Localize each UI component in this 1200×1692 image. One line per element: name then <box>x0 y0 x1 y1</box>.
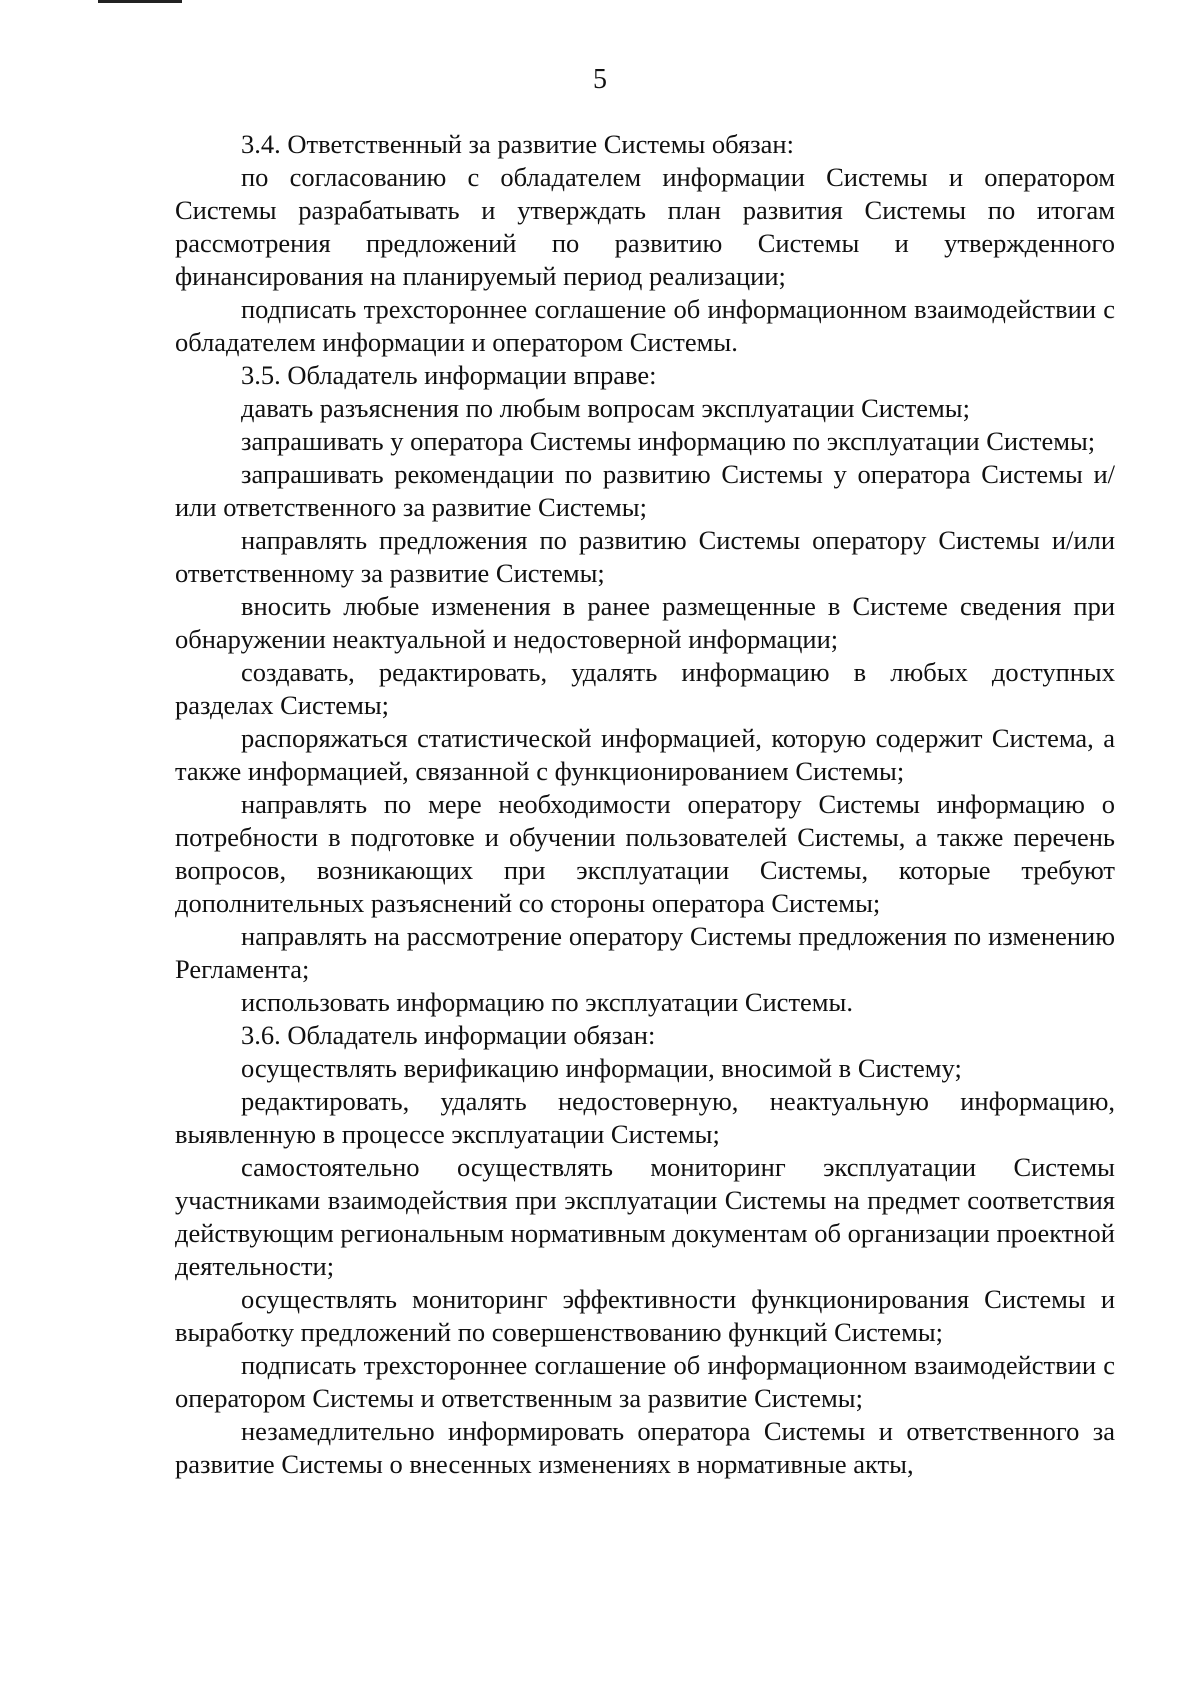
paragraph: 3.6. Обладатель информации обязан: <box>241 1020 656 1050</box>
paragraph: запрашивать рекомендации по развитию Системы у оператора Системы и/или ответственного за развитие Системы; <box>175 459 1115 522</box>
paragraph: 3.4. Ответственный за развитие Системы обязан: <box>241 129 794 159</box>
paragraph: распоряжаться статистической информацией, которую содержит Система, а также информацией, связанной с функционированием Системы; <box>175 723 1115 786</box>
paragraph: 3.5. Обладатель информации вправе: <box>241 360 657 390</box>
paragraph: подписать трехстороннее соглашение об информационном взаимодействии с обладателем информации и оператором Системы. <box>175 294 1115 357</box>
paragraph: направлять предложения по развитию Системы оператору Системы и/или ответственному за развитие Системы; <box>175 525 1115 588</box>
paragraph: направлять по мере необходимости оператору Системы информацию о потребности в подготовке и обучении пользователей Системы, а также перечень вопросов, возникающих при эксплуатации Системы, которые требуют дополнительных разъяснений со стороны оператора Системы; <box>175 789 1115 918</box>
paragraph: осуществлять мониторинг эффективности функционирования Системы и выработку предложений по совершенствованию функций Системы; <box>175 1284 1115 1347</box>
paragraph: осуществлять верификацию информации, вносимой в Систему; <box>241 1053 962 1083</box>
paragraph: запрашивать у оператора Системы информацию по эксплуатации Системы; <box>241 426 1096 456</box>
paragraph: по согласованию с обладателем информации Системы и оператором Системы разрабатывать и утверждать план развития Системы по итогам рассмотрения предложений по развитию Системы и утвержденного финансирования на планируемый период реализации; <box>175 162 1115 291</box>
document-body <box>175 128 1115 1481</box>
paragraph: направлять на рассмотрение оператору Системы предложения по изменению Регламента; <box>175 921 1115 984</box>
paragraph: подписать трехстороннее соглашение об информационном взаимодействии с оператором Системы и ответственным за развитие Системы; <box>175 1350 1115 1413</box>
paragraph: самостоятельно осуществлять мониторинг эксплуатации Системы участниками взаимодействия при эксплуатации Системы на предмет соответствия действующим региональным нормативным документам об организации проектной деятельности; <box>175 1152 1115 1281</box>
paragraph: редактировать, удалять недостоверную, неактуальную информацию, выявленную в процессе эксплуатации Системы; <box>175 1086 1115 1149</box>
paragraph: давать разъяснения по любым вопросам эксплуатации Системы; <box>241 393 970 423</box>
page-number: 5 <box>593 64 607 95</box>
paragraph: незамедлительно информировать оператора Системы и ответственного за развитие Системы о внесенных изменениях в нормативные акты, <box>175 1416 1115 1479</box>
paragraph: использовать информацию по эксплуатации Системы. <box>241 987 853 1017</box>
paragraph: создавать, редактировать, удалять информацию в любых доступных разделах Системы; <box>175 657 1115 720</box>
paragraph: вносить любые изменения в ранее размещенные в Системе сведения при обнаружении неактуальной и недостоверной информации; <box>175 591 1115 654</box>
top-edge-mark <box>98 0 182 3</box>
